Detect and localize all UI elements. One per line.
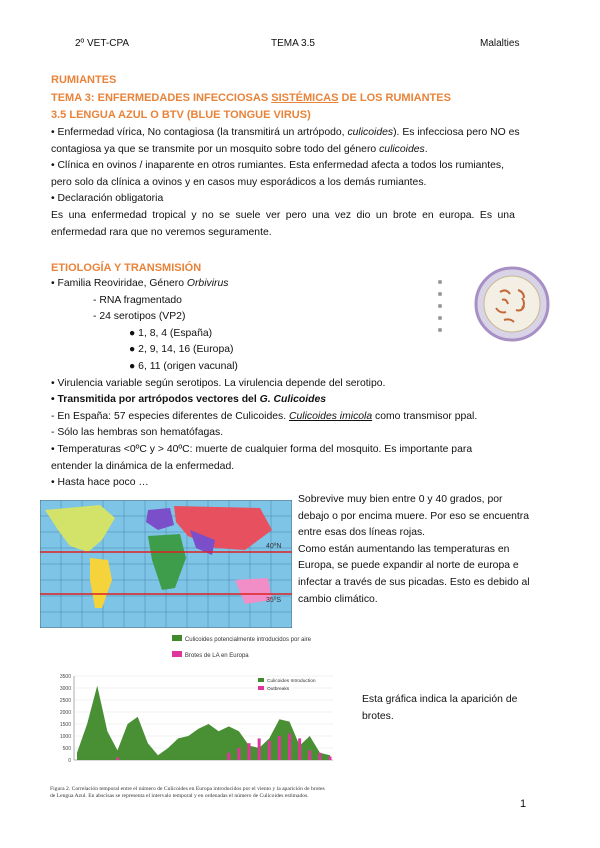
outbreak-chart (48, 668, 338, 784)
chart-ytick-label: 0 (68, 758, 71, 764)
chart-caption: Figura 2. Correlación temporal entre el número de Culicoides en Europa introducidos por el viento y la aparición de brotes de Lengua Azul. En abscisas se representa el intervalo temporal y en ordenadas el número de Culicoides estimados. (50, 786, 325, 799)
etiologia-title: ETIOLOGÍA Y TRANSMISIÓN (51, 262, 202, 274)
map-legend-brotes: Brotes de LA en Europa (172, 648, 249, 660)
chart-bar-outbreak (308, 750, 311, 760)
chart-bar-outbreak (116, 758, 119, 760)
world-map (40, 500, 292, 628)
chart-bar-outbreak (298, 738, 301, 760)
chart-bar-outbreak (278, 736, 281, 760)
chart-legend-swatch-green (258, 678, 264, 682)
tema-title: TEMA 3: ENFERMEDADES INFECCIOSAS SISTÉMICAS DE LOS RUMIANTES (51, 92, 451, 104)
chart-bar-outbreak (227, 753, 230, 760)
chart-legend-swatch-pink (258, 686, 264, 690)
chart-legend-label: Culicoides Introduction (267, 679, 316, 684)
chart-ytick-label: 2000 (59, 710, 71, 716)
header-course: 2º VET-CPA (75, 38, 130, 49)
section-title: RUMIANTES (51, 74, 117, 86)
virus-illustration (432, 264, 562, 344)
chart-ytick-label: 3000 (59, 686, 71, 692)
chart-bar-outbreak (268, 741, 271, 760)
subtitle: 3.5 LENGUA AZUL O BTV (BLUE TONGUE VIRUS) (51, 109, 311, 121)
etiologia-block: • Familia Reoviridae, Género Orbivirus - RNA fragmentado - 24 serotipos (VP2) ● 1, 8, 4 (España) ● 2, 9, 14, 16 (Europa) ● 6, 11 (origen vacunal) • Virulencia variable según serotipos. La virulencia depende del serotipo. • Transmitida por artrópodos vectores del G. Culicoides - En España: 57 especies diferentes de Culicoides. Culicoides imicola como transmisor ppal. - Sólo las hembras son hematófagas. • Temperaturas <0ºC y > 40ºC: muerte de cualquier forma del mosquito. Es importante para entender la dinámica de la enfermedad. • Hasta hace poco … (51, 278, 478, 489)
chart-bar-outbreak (329, 756, 332, 760)
chart-ytick-label: 500 (62, 746, 71, 752)
legend-swatch-pink (172, 651, 182, 657)
virus-scale-dots (438, 280, 442, 332)
header-topic: TEMA 3.5 (271, 38, 315, 49)
chart-legend-label: Outbreaks (267, 687, 290, 692)
chart-bar-outbreak (258, 738, 261, 760)
map-label-35s: 35ºS (266, 597, 282, 604)
map-explanation: Sobrevive muy bien entre 0 y 40 grados, por debajo o por encima muere. Por eso se encuentra entre esas dos líneas rojas. Como están aumentando las temperaturas en Europa, se puede expandir al norte de europa e infectar a través de sus picadas. Esto es debido al cambio climático. (298, 494, 530, 605)
chart-bar-outbreak (288, 734, 291, 760)
chart-ytick-label: 1000 (59, 734, 71, 740)
map-legend-culicoides: Culicoides potencialmente introducidos por aire (172, 632, 311, 644)
chart-area-culicoides (77, 686, 330, 760)
chart-bar-outbreak (248, 743, 251, 760)
page-number: 1 (520, 798, 527, 810)
intro-block: • Enfermedad vírica, No contagiosa (la transmitirá un artrópodo, culicoides). Es infecciosa pero NO es contagiosa ya que se transmite por un mosquito sobre todo del género culicoides. • Clínica en ovinos / inaparente en otros rumiantes. Esta enfermedad afecta a todos los rumiantes, pero solo da clínica a ovinos y en casos muy esporádicos a los demás rumiantes. • Declaración obligatoria Es una enfermedad tropical y no se suele ver pero una vez dio un brote en europa. Es una enfermedad rara que no veremos seguramente. (51, 127, 520, 238)
virus-core (484, 276, 540, 332)
chart-bar-outbreak (237, 748, 240, 760)
chart-bar-outbreak (318, 753, 321, 760)
chart-explanation: Esta gráfica indica la aparición de brotes. (362, 694, 518, 722)
chart-ytick-label: 2500 (59, 698, 71, 704)
map-label-40n: 40ºN (266, 543, 282, 550)
chart-ytick-label: 3500 (59, 674, 71, 680)
chart-ytick-label: 1500 (59, 722, 71, 728)
header-subject: Malalties (480, 38, 520, 49)
legend-swatch-green (172, 635, 182, 641)
